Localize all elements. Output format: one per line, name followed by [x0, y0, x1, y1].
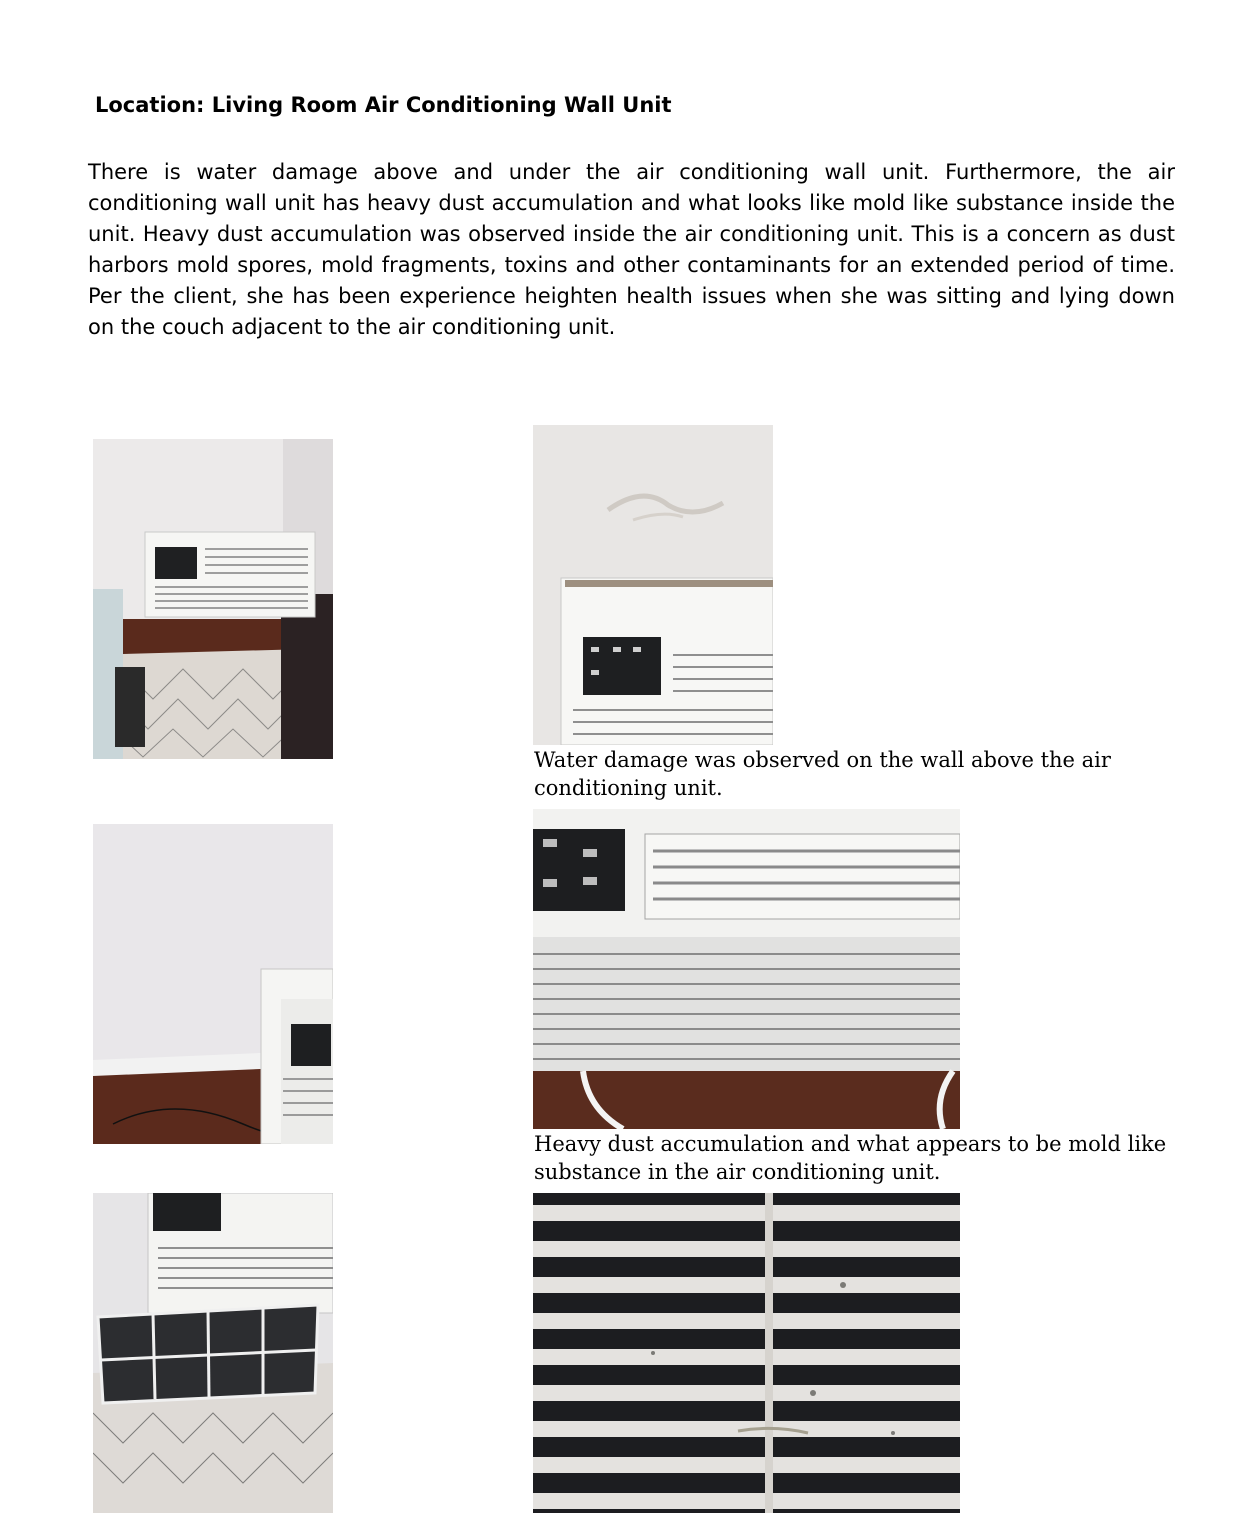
- photo-ac-unit-corner: [93, 439, 333, 759]
- photo-coil-closeup: [533, 1193, 960, 1513]
- description-paragraph: There is water damage above and under the air conditioning wall unit. Furthermore, the air conditioning wall unit has heavy dust accumulation and what looks like mold like substance inside the unit. Heavy dust accumulation was observed inside the air conditioning unit. This is a concern as dust harbors mold spores, mold fragments, toxins and other contaminants for an extended period of time. Per the client, she has been experience heighten health issues when she was sitting and lying down on the couch adjacent to the air conditioning unit.: [88, 160, 1175, 339]
- photo-dusty-vents: [533, 809, 960, 1129]
- section-heading: Location: Living Room Air Conditioning Wall Unit: [95, 93, 672, 117]
- caption-water-damage: Water damage was observed on the wall above the air conditioning unit.: [534, 748, 1111, 800]
- photo-water-damage-wall: [533, 425, 773, 745]
- caption-dust-mold: Heavy dust accumulation and what appears to be mold like substance in the air conditioning unit.: [534, 1132, 1167, 1184]
- photo-removed-filter: [93, 1193, 333, 1513]
- photo-wall-baseboard: [93, 824, 333, 1144]
